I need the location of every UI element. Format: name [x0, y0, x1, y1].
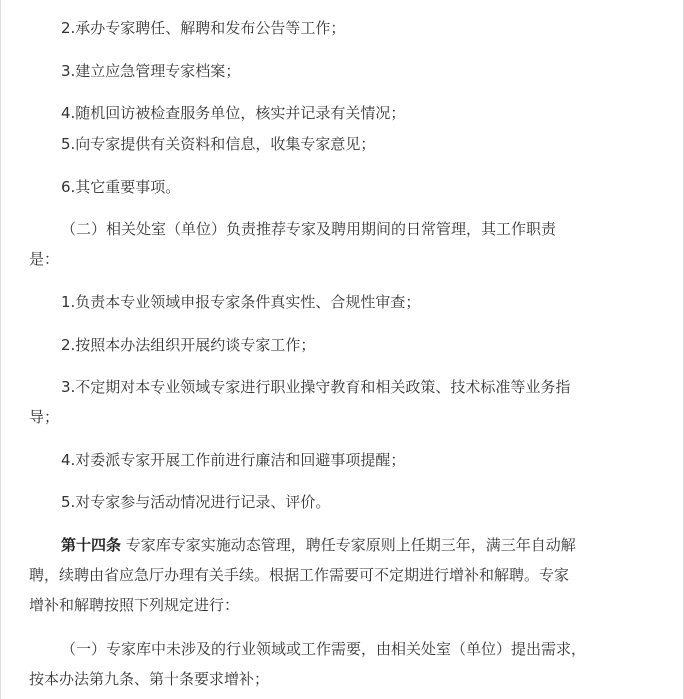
paragraph-item-2-duties — [29, 13, 684, 43]
paragraph-text: 2.承办专家聘任、解聘和发布公告等工作； — [61, 19, 346, 37]
paragraph-subsection-one — [29, 634, 661, 694]
paragraph-item-5-record — [29, 487, 684, 517]
paragraph-text: 3.建立应急管理专家档案； — [61, 62, 241, 80]
paragraph-line-text: 专家库专家实施动态管理，聘任专家原则上任期三年，满三年自动解 — [121, 536, 576, 554]
paragraph-line: 增补和解聘按照下列规定进行： — [29, 596, 240, 614]
paragraph-text: 5.向专家提供有关资料和信息，收集专家意见； — [61, 135, 376, 153]
paragraph-text: 4.随机回访被检查服务单位，核实并记录有关情况； — [61, 104, 406, 122]
paragraph-line: （二）相关处室（单位）负责推荐专家及聘用期间的日常管理，其工作职责 — [61, 220, 557, 238]
paragraph-item-1-review — [29, 287, 684, 317]
paragraph-line: 3.不定期对本专业领域专家进行职业操守教育和相关政策、技术标准等业务指 — [61, 378, 571, 396]
paragraph-section-two-heading — [29, 214, 661, 274]
paragraph-text: 5.对专家参与活动情况进行记录、评价。 — [61, 493, 331, 511]
paragraph-item-3-archives — [29, 56, 684, 86]
paragraph-article-fourteen — [29, 530, 661, 620]
paragraph-text: 4.对委派专家开展工作前进行廉洁和回避事项提醒； — [61, 451, 406, 469]
paragraph-line: （一）专家库中未涉及的行业领域或工作需要，由相关处室（单位）提出需求， — [61, 640, 587, 658]
paragraph-item-6-other — [29, 172, 684, 202]
paragraph-line: 聘，续聘由省应急厅办理有关手续。根据工作需要可不定期进行增补和解聘。专家 — [29, 566, 570, 584]
paragraph-item-2-interview — [29, 330, 684, 360]
paragraph-line: 导； — [29, 408, 60, 426]
paragraph-text: 6.其它重要事项。 — [61, 178, 181, 196]
paragraph-item-4-reminder — [29, 445, 684, 475]
paragraph-item-3-education — [29, 372, 661, 432]
paragraph-item-4-revisit — [29, 98, 684, 128]
paragraph-line: 是： — [29, 250, 60, 268]
paragraph-item-5-provide-info — [29, 129, 684, 159]
paragraph-line — [29, 530, 661, 560]
paragraph-line: 按本办法第九条、第十条要求增补； — [29, 670, 270, 688]
paragraph-text: 2.按照本办法组织开展约谈专家工作； — [61, 336, 316, 354]
paragraph-text: 1.负责本专业领域申报专家条件真实性、合规性审查； — [61, 293, 421, 311]
article-number: 第十四条 — [61, 536, 122, 554]
